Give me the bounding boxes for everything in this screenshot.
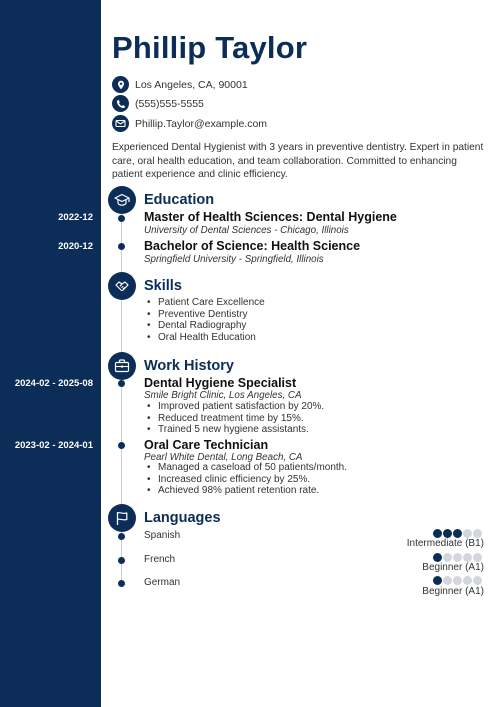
language-level: Beginner (A1) <box>422 586 484 597</box>
language-name: German <box>144 577 181 588</box>
timeline-dot <box>118 533 125 540</box>
rating-dot <box>473 529 482 538</box>
achievement-item: • Increased clinic efficiency by 25%. <box>146 474 347 486</box>
education-heading: Education <box>144 192 215 208</box>
contact-email[interactable]: Phillip.Taylor@example.com <box>135 117 268 130</box>
handshake-icon <box>108 272 136 300</box>
job-company: Pearl White Dental, Long Beach, CA <box>144 452 303 463</box>
contact-location-row <box>112 76 248 93</box>
briefcase-icon <box>108 352 136 380</box>
contact-location: Los Angeles, CA, 90001 <box>135 78 248 91</box>
job-date: 2024-02 - 2025-08 <box>14 378 93 389</box>
skill-item: • Patient Care Excellence <box>146 297 265 309</box>
language-rating <box>433 553 482 562</box>
graduation-cap-icon <box>108 186 136 214</box>
achievement-item: • Improved patient satisfaction by 20%. <box>146 401 324 413</box>
rating-dot <box>463 553 472 562</box>
envelope-icon <box>112 115 129 132</box>
education-school: Springfield University - Springfield, Illinois <box>144 254 324 265</box>
rating-dot <box>473 553 482 562</box>
rating-dot <box>463 576 472 585</box>
contact-phone: (555)555-5555 <box>135 97 204 110</box>
timeline-dot <box>118 557 125 564</box>
work-history-heading: Work History <box>144 358 234 374</box>
skills-list <box>146 297 265 343</box>
language-rating <box>433 529 482 538</box>
candidate-name: Phillip Taylor <box>112 30 308 65</box>
rating-dot <box>433 529 442 538</box>
contact-phone-row <box>112 95 204 112</box>
achievement-item: • Managed a caseload of 50 patients/month. <box>146 462 347 474</box>
rating-dot <box>443 529 452 538</box>
rating-dot <box>433 553 442 562</box>
skill-item: • Dental Radiography <box>146 320 265 332</box>
education-school: University of Dental Sciences - Chicago, Illinois <box>144 225 349 236</box>
skills-heading: Skills <box>144 278 182 294</box>
rating-dot <box>443 576 452 585</box>
timeline-dot <box>118 215 125 222</box>
job-title: Oral Care Technician <box>144 438 269 452</box>
language-name: French <box>144 554 176 565</box>
education-degree: Bachelor of Science: Health Science <box>144 239 361 253</box>
rating-dot <box>453 553 462 562</box>
languages-heading: Languages <box>144 510 221 526</box>
skill-item: • Preventive Dentistry <box>146 309 265 321</box>
map-pin-icon <box>112 76 129 93</box>
skill-item: • Oral Health Education <box>146 332 265 344</box>
professional-summary: Experienced Dental Hygienist with 3 years in preventive dentistry. Expert in patient care, oral health education, and team collaboration. Committed to enhancing patient experience and clinic efficiency. <box>112 142 484 180</box>
education-date: 2020-12 <box>58 241 93 252</box>
job-date: 2023-02 - 2024-01 <box>14 440 93 451</box>
timeline-dot <box>118 442 125 449</box>
contact-email-row <box>112 115 267 132</box>
phone-icon <box>112 95 129 112</box>
rating-dot <box>453 529 462 538</box>
rating-dot <box>433 576 442 585</box>
rating-dot <box>473 576 482 585</box>
language-level: Intermediate (B1) <box>406 538 484 549</box>
rating-dot <box>453 576 462 585</box>
job-achievements <box>146 401 324 436</box>
rating-dot <box>463 529 472 538</box>
achievement-item: • Achieved 98% patient retention rate. <box>146 485 347 497</box>
left-sidebar <box>0 0 101 707</box>
rating-dot <box>443 553 452 562</box>
education-date: 2022-12 <box>58 212 93 223</box>
achievement-item: • Trained 5 new hygiene assistants. <box>146 424 324 436</box>
job-achievements <box>146 462 347 497</box>
job-title: Dental Hygiene Specialist <box>144 376 297 390</box>
achievement-item: • Reduced treatment time by 15%. <box>146 413 324 425</box>
flag-icon <box>108 504 136 532</box>
education-degree: Master of Health Sciences: Dental Hygiene <box>144 210 397 224</box>
timeline-dot <box>118 243 125 250</box>
language-name: Spanish <box>144 530 181 541</box>
language-level: Beginner (A1) <box>422 562 484 573</box>
language-rating <box>433 576 482 585</box>
timeline-dot <box>118 580 125 587</box>
timeline-dot <box>118 380 125 387</box>
job-company: Smile Bright Clinic, Los Angeles, CA <box>144 390 302 401</box>
